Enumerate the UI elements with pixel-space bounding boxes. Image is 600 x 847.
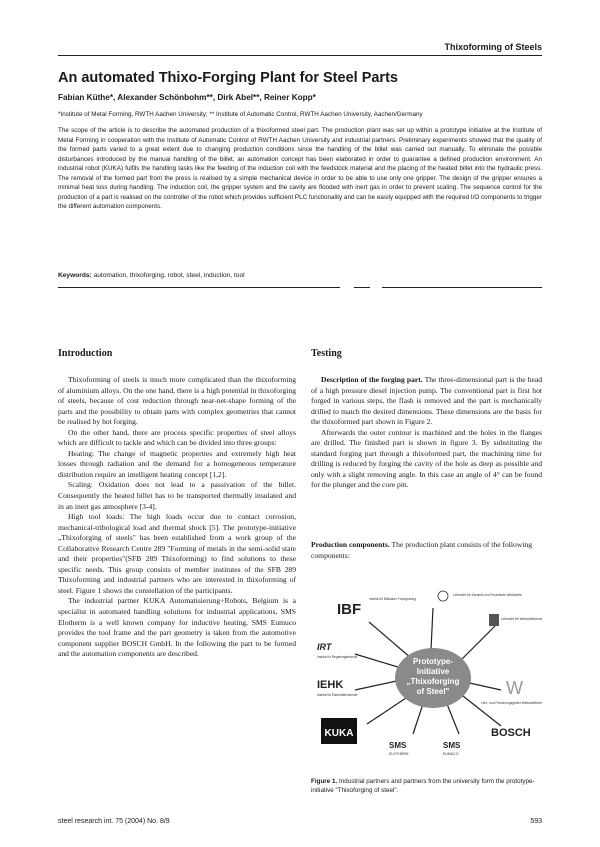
production-components-paragraph <box>311 540 542 561</box>
paragraph: Thixoforming of steels is much more complicated than the thixoforming of aluminium alloys. On the one hand, there is a high potential in thixoforging of steels, because of cost reduction through near-net-shape forming of the parts and the possibility to obtain parts with complex geometries that cannot be realised by hot forging. <box>58 375 296 427</box>
irt-logo: IRT <box>317 642 332 652</box>
bosch-logo: BOSCH <box>491 727 531 739</box>
paragraph-lead: Description of the forging part. <box>321 375 423 384</box>
section-heading-introduction: Introduction <box>58 348 113 359</box>
sms-elotherm-logo: SMS <box>389 741 407 750</box>
figure-1 <box>311 578 542 770</box>
werkstofftechnik-logo: W <box>506 678 523 698</box>
logo-caption: Lehr- und Forschungsgebiet Werkstofftechnik <box>481 701 542 705</box>
caption-text: Industrial partners and partners from the university form the prototype- initiative "Thixoforging of steel". <box>311 778 535 794</box>
logo-caption: ELOTHERM <box>389 752 409 756</box>
keramik-logo-icon <box>438 591 448 601</box>
werkstoffchemie-logo-icon <box>489 614 499 626</box>
section-heading-testing: Testing <box>311 348 342 359</box>
center-label-line: Prototype- <box>413 657 453 666</box>
keywords-text: automation, thixoforging, robot, steel, induction, tool <box>93 272 245 279</box>
logo-caption: EUMUCO <box>443 752 459 756</box>
paragraph: Afterwards the outer contour is machined and the holes in the flanges are drilled. The finished part is shown in figure 3. By substituting the standard forging part through a thixoformed part, the machining time for drilling is reduced by forging the cavity of the hole as deep as possible and only with a slight removing angle. In this case an angle of 4° can be found for the plunger and the core pin. <box>311 427 542 490</box>
left-column <box>58 375 296 660</box>
center-label-line: „Thixoforging <box>406 677 460 686</box>
logo-caption: Institut für Eisenhüttenkunde <box>317 693 358 697</box>
paragraph: Heating: The change of magnetic properties and extremely high heat losses through radiation and the demand for a homogeneous temperature distribution require an intelligent heating concept [1,2]. <box>58 448 296 479</box>
paragraph: On the other hand, there are process specific properties of steel alloys which are difficult to tackle and which can be divided into three groups: <box>58 427 296 448</box>
kuka-logo: KUKA <box>324 728 354 739</box>
iehk-logo: IEHK <box>317 679 344 691</box>
partners-diagram <box>311 578 542 770</box>
header-rule <box>58 55 542 56</box>
paragraph: Scaling: Oxidation does not lead to a passivation of the billet. Consequently the heated billet has to be transported thermally insulated and in an inert gas atmosphere [3-4]. <box>58 480 296 511</box>
ibf-logo: IBF <box>337 601 362 618</box>
paragraph-lead: Production components. <box>311 540 390 549</box>
abstract: The scope of the article is to describe the automated production of a thixoformed steel part. The production plant was set up within a prototype initiative at the Institute of Metal Forming in cooperation with the Institute of Automatic Control of RWTH Aachen University and industrial partners. Preliminary experiments showed that the quality of the formed parts varied to a great extent due to changing production conditions since the handling of the billet was carried out manually. To eliminate the possible disturbances introduced by the manual handling of the billet, an automation concept has been elaborated in order to guarantee a defined production environment. An industrial robot (KUKA) fulfils the handling tasks like the feeding of the induction coil with the feedstock material and the placing of the heated billet into the hydraulic press. The removal of the formed part from the press is realised by a simple mechanical device in order to be able to use only one gripper. The design of the gripper ensures a minimal heat loss during handling. The induction coil, the gripper system and the cavity are flooded with inert gas in order to prevent scaling. The sequence control for the production of a part is realised on the controller of the robot which provides sufficient PLC functionality and can be easily equipped with the required I/O components to trigger the different automation components. <box>58 127 542 211</box>
paragraph-text: The three-dimensional part is the head of a high pressure diesel injection pump. The conventional part is first hot forged in various steps, the flash is removed and the part is mechanically drilled to match the desired dimensions. These dimensions are the basis for the thixoformed part shown in Figure 2. <box>311 375 542 427</box>
center-label-line: of Steel" <box>416 687 450 696</box>
logo-caption: Institut für Regelungstechnik <box>317 655 358 659</box>
caption-label: Figure 1. <box>311 778 338 785</box>
keywords-label: Keywords: <box>58 272 92 279</box>
keywords <box>58 272 245 279</box>
paragraph: High tool loads: The high loads occur due to contact corrosion, mechanical-tribological load and thermal shock [5]. The prototype-initiative „Thixoforging of steels" has been established from a work group of the Collaborative Research Centre 289 "Forming of metals in the semi-solid state and their properties"(SFB 289 Thixoforming) to find solutions to these specific needs. This group consists of member institutes of the SFB 289 Thixoforming and industrial partners who are interested in thixoforming of steel. Figure 1 shows the constellation of the participants. <box>58 512 296 595</box>
page-number: 593 <box>530 818 542 825</box>
logo-caption: Institut für Bildsame Formgebung <box>369 597 416 601</box>
right-column <box>311 375 542 491</box>
paragraph: The industrial partner KUKA Automatisierung+Robots, Belgium is a specialist in automated handling solutions for industrial applications, SMS Elotherm is a well known company for inductive heating, SMS Eumuco provides the tool frame and the part geometry is taken from the automotive component supplier BOSCH GmbH. In the following the part to be formed and the automation components are described. <box>58 596 296 659</box>
paragraph-text: The production plant consists of the following components: <box>311 540 532 560</box>
logo-caption: Lehrstuhl für Keramik und Feuerfeste Werkstoffe <box>453 593 522 597</box>
logo-caption: Lehrstuhl für Werkstoffchemie <box>501 617 542 621</box>
affiliation: *Institute of Metal Forming, RWTH Aachen University; ** Institute of Automatic Control, RWTH Aachen University, Aachen/Germany <box>58 111 423 118</box>
sms-eumuco-logo: SMS <box>443 741 461 750</box>
article-title: An automated Thixo-Forging Plant for Steel Parts <box>58 70 398 86</box>
figure-caption <box>311 777 542 795</box>
paragraph <box>311 375 542 428</box>
running-head: Thixoforming of Steels <box>444 42 542 52</box>
center-label-line: Initiative <box>416 667 450 676</box>
footer-journal: steel research int. 75 (2004) No. 8/9 <box>58 818 170 825</box>
author-list: Fabian Küthe*, Alexander Schönbohm**, Dirk Abel**, Reiner Kopp* <box>58 93 316 102</box>
